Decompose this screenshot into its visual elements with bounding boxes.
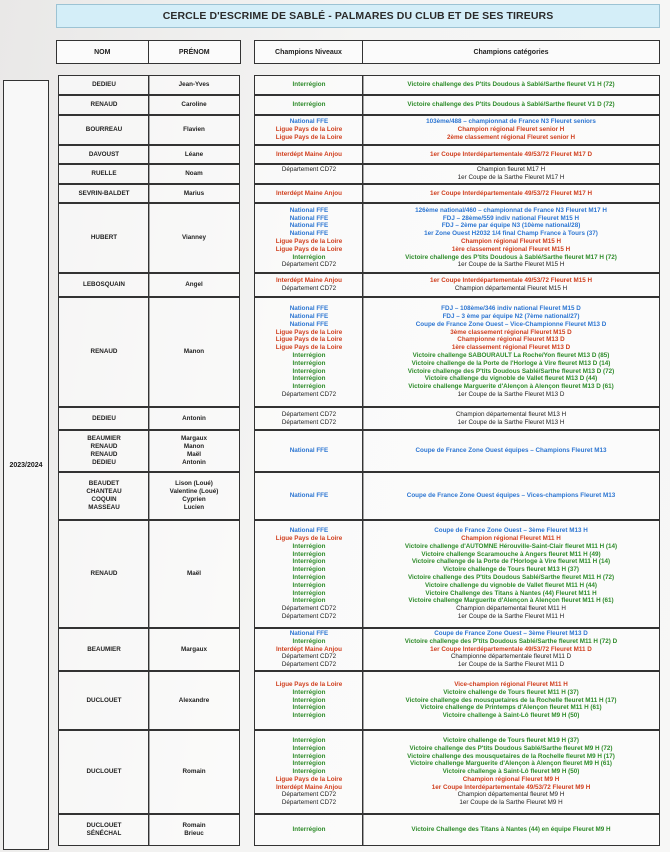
category-text: Champion régional Fleuret M15 H [460,238,562,245]
category-cell [362,814,660,846]
category-text: Champion départemental Fleuret M15 H [454,285,568,292]
nom-text: DUCLOUET [86,696,122,704]
nom-cell [58,115,150,145]
header-nom: NOM [57,41,149,63]
category-text: Victoire challenge du vignoble de Vallet fleuret M11 H (44) [424,581,598,589]
category-text: Victoire challenge de Tours fleuret M13 H (37) [443,566,579,574]
nom-text: MASSEAU [88,503,120,511]
nom-text: RENAUD [90,570,118,578]
nom-cell [58,628,150,671]
prenom-text: Romain [182,822,206,830]
category-text: Victoire challenge des mousquetaires de la Rochelle fleuret M9 H (17) [407,752,615,760]
category-text: Victoire challenge des P'tits Doudous Sablé/Sarthe fleuret M13 D (72) [407,367,615,375]
category-text: 1er Coupe Interdépartementale 49/53/72 Fleuret M15 H [429,277,593,285]
category-cell [362,95,660,115]
nom-text: DEDIEU [92,458,116,466]
category-cell [362,164,660,184]
table-row [0,164,670,184]
category-text: 1ère classement régional Fleuret M13 D [451,344,571,352]
level-text: National FFE [289,222,329,230]
level-text: National FFE [289,118,329,126]
level-text: Interdépt Maine Anjou [276,189,342,197]
category-text: FDJ – 28ème/559 indiv national Fleuret M15 H [442,214,580,222]
nom-text: HUBERT [90,234,118,242]
category-text: Victoire challenge Marguerite d'Alençon à Alençon fleuret M11 H (61) [408,597,614,605]
category-text: Victoire challenge de Printemps d'Alençon fleuret M11 H (61) [420,704,602,712]
nom-text: RENAUD [90,451,118,458]
table-row [0,407,670,430]
level-text: Interdépt Maine Anjou [276,277,342,285]
level-text: National FFE [289,320,329,328]
prenom-text: Maël [187,570,201,578]
level-text: Interrégion [292,383,326,391]
category-text: 1er Coupe de la Sarthe Fleuret M13 D [457,390,565,398]
level-text: Interrégion [292,550,326,558]
category-text: 1ère classement régional Fleuret M15 H [451,245,571,253]
prenom-cell [148,273,240,297]
prenom-text: Angel [185,281,203,289]
category-text: Victoire challenge de la Porte de l'Horloge à Vire fleuret M13 D (14) [411,359,611,367]
level-text: National FFE [289,447,329,455]
table-row [0,184,670,203]
level-text: Interrégion [292,542,326,550]
level-text: Département CD72 [281,418,337,426]
level-text: Ligue Pays de la Loire [275,238,343,245]
category-cell [362,273,660,297]
category-text: Victoire Challenge des Titans à Nantes (44) en équipe Fleuret M9 H [411,826,611,834]
level-text: Interrégion [292,704,326,712]
category-text: Victoire challenge de Tours fleuret M19 H (37) [443,736,579,744]
category-text: 1er Coupe de la Sarthe Fleuret M13 H [457,418,565,426]
category-cell [362,203,660,273]
category-cell [362,730,660,814]
table-row [0,297,670,407]
nom-cell [58,273,150,297]
level-text: Département CD72 [281,261,337,269]
level-text: Interdépt Maine Anjou [276,783,342,791]
table-row [0,520,670,628]
level-cell [254,407,364,430]
category-text: FDJ – 2ème par équipe N3 (10ème national/28) [441,222,581,230]
level-cell [254,115,364,145]
level-text: Département CD72 [281,612,337,620]
level-text: Département CD72 [281,410,337,418]
category-text: FDJ – 108ème/346 indiv national Fleuret M15 D [441,305,581,313]
level-text: Interrégion [292,696,326,704]
category-text: 3ème classement régional Fleuret M15 D [450,328,572,336]
nom-text: RENAUD [90,443,118,451]
nom-text: DEDIEU [92,81,116,89]
nom-text: RUELLE [91,170,117,178]
category-text: Victoire challenge des P'tits Doudous Sablé/Sarthe fleuret M9 H (72) [409,744,613,752]
level-cell [254,273,364,297]
category-text: 1er Coupe de la Sarthe Fleuret M9 H [459,799,563,807]
category-text: 1er Zone Ouest H2032 1/4 final Champ France à Tours (37) [424,230,598,238]
level-text: Département CD72 [281,390,337,398]
prenom-cell [148,95,240,115]
header-niveaux: Champions Niveaux [255,41,363,63]
level-text: National FFE [289,206,329,214]
nom-text: LEBOSQUAIN [83,281,125,289]
table-row [0,814,670,846]
category-text: Champion régional Fleuret M9 H [462,775,560,783]
category-text: Victoire challenge SABOURAULT La Roche/Yon fleuret M13 D (85) [412,352,610,359]
level-text: Interrégion [292,574,326,581]
level-text: National FFE [289,527,329,535]
category-text: 1er Coupe de la Sarthe Fleuret M11 D [457,661,565,669]
level-text: Interrégion [292,637,326,645]
level-cell [254,520,364,628]
category-text: 1er Coupe de la Sarthe Fleuret M11 H [457,612,565,620]
category-cell [362,184,660,203]
level-text: Interrégion [292,375,326,383]
category-text: Vice-champion régional Fleuret M11 H [454,681,568,688]
nom-text: CHANTEAU [86,488,122,496]
level-text: Interrégion [292,589,326,597]
category-text: Victoire challenge Marguerite d'Alençon à Alençon fleuret M13 D (61) [408,383,614,391]
level-cell [254,184,364,203]
nom-text: COQUIN [91,496,117,503]
category-text: Victoire challenge à Saint-Lô fleuret M9 H (50) [442,768,580,776]
category-text: 2ème classement régional Fleuret senior H [446,133,576,141]
nom-cell [58,203,150,273]
season-label: 2023/2024 [9,461,43,469]
level-text: Département CD72 [281,661,337,669]
table-row [0,472,670,520]
level-text: Interrégion [292,566,326,574]
level-cell [254,814,364,846]
prenom-cell [148,671,240,730]
nom-cell [58,75,150,95]
level-text: Département CD72 [281,791,337,799]
category-text: Champion départemental fleuret M13 H [455,410,567,418]
level-text: Interrégion [292,760,326,768]
level-cell [254,472,364,520]
prenom-cell [148,430,240,472]
header-categories: Champions catégories [473,48,549,56]
prenom-cell [148,164,240,184]
level-text: Interrégion [292,826,326,834]
prenom-text: Maël [187,451,201,458]
nom-text: DEDIEU [92,414,116,422]
level-text: Interrégion [292,581,326,589]
category-text: Champion fleuret M17 H [476,166,546,174]
table-row [0,115,670,145]
nom-cell [58,407,150,430]
header-results-group [254,40,660,64]
category-cell [362,520,660,628]
category-text: Coupe de France Zone Ouest équipes – Vices-champions Fleuret M13 [406,492,616,500]
prenom-cell [148,203,240,273]
level-text: Département CD72 [281,166,337,174]
level-text: National FFE [289,313,329,321]
nom-text: DUCLOUET [86,768,122,776]
level-text: Ligue Pays de la Loire [275,133,343,141]
category-text: Coupe de France Zone Ouest – 3ème Fleuret M13 D [434,630,588,637]
category-text: Victoire challenge du vignoble de Vallet fleuret M13 D (44) [424,375,598,383]
level-text: Département CD72 [281,653,337,661]
header-prenom: PRÉNOM [178,48,210,56]
table-row [0,430,670,472]
category-text: Victoire challenge à Saint-Lô fleuret M9 H (50) [442,712,580,720]
category-text: Coupe de France Zone Ouest – 3ème Fleuret M13 H [434,527,588,535]
level-cell [254,95,364,115]
nom-text: DAVOUST [88,150,120,158]
level-cell [254,75,364,95]
level-text: Interdépt Maine Anjou [276,150,342,158]
level-text [308,174,310,182]
category-text: Victoire challenge des P'tits Doudous à Sablé/Sarthe fleuret M17 H (72) [405,253,617,261]
level-text: Interdépt Maine Anjou [276,645,342,653]
level-text: Département CD72 [281,799,337,807]
level-cell [254,164,364,184]
prenom-text: Flavien [183,126,205,134]
category-text: Champion régional Fleuret senior H [457,126,565,134]
level-text: Interrégion [292,597,326,605]
category-text: Coupe de France Zone Ouest – Vice-Championne Fleuret M13 D [415,320,607,328]
category-text: Victoire challenge des P'tits Doudous à Sablé/Sarthe fleuret V1 D (72) [407,101,615,109]
level-text: Interrégion [292,367,326,375]
prenom-text: Jean-Yves [178,81,210,89]
category-text: Coupe de France Zone Ouest équipes – Champions Fleuret M13 [415,447,607,455]
category-text: Victoire challenge de Tours fleuret M11 H (37) [443,688,579,696]
prenom-cell [148,407,240,430]
level-text: Ligue Pays de la Loire [275,681,343,688]
level-text: Ligue Pays de la Loire [275,328,343,336]
prenom-cell [148,520,240,628]
prenom-text: Caroline [181,101,207,109]
level-text: Interrégion [292,81,326,89]
nom-cell [58,671,150,730]
nom-text: DUCLOUET [86,822,122,830]
level-cell [254,297,364,407]
table-row [0,95,670,115]
category-text: Victoire Challenge des Titans à Nantes (44) Fleuret M11 H [425,589,597,597]
level-cell [254,203,364,273]
prenom-text: Romain [182,768,206,776]
prenom-cell [148,184,240,203]
nom-text: RENAUD [90,348,118,356]
level-text: Interrégion [292,558,326,566]
prenom-cell [148,75,240,95]
prenom-cell [148,730,240,814]
category-cell [362,430,660,472]
prenom-text: Lucien [183,503,205,511]
category-text: Victoire challenge Scaramouche à Angers fleuret M11 H (49) [421,550,601,558]
prenom-text: Vianney [181,234,207,242]
category-cell [362,671,660,730]
category-text: Victoire challenge des mousquetaires de la Rochelle fleuret M11 H (17) [405,696,617,704]
prenom-text: Lison (Loué) [175,480,213,488]
category-text: Championne régional Fleuret M13 D [457,336,565,344]
category-text: 1er Coupe de la Sarthe Fleuret M17 H [457,174,565,181]
level-text: Interrégion [292,352,326,359]
category-text: 103ème/488 – championnat de France N3 Fleuret seniors [426,118,596,126]
prenom-cell [148,628,240,671]
level-cell [254,628,364,671]
level-text: Département CD72 [281,605,337,613]
level-text: Interrégion [292,101,326,109]
category-text: Victoire challenge Marguerite d'Alençon à Alençon fleuret M9 H (61) [410,760,612,768]
category-text: 1er Coupe Interdépartementale 49/53/72 Fleuret M11 D [430,645,592,653]
level-text: Ligue Pays de la Loire [275,126,343,134]
category-cell [362,407,660,430]
nom-cell [58,520,150,628]
table-row [0,203,670,273]
category-text: Victoire challenge d'AUTOMNE Hérouville-Saint-Clair fleuret M11 H (14) [404,542,618,550]
nom-text: BOURREAU [85,126,123,134]
prenom-cell [148,814,240,846]
prenom-cell [148,472,240,520]
prenom-text: Manon [183,348,205,356]
prenom-text: Antonin [182,458,206,466]
level-text: National FFE [289,630,329,637]
category-text: FDJ – 3 ème par équipe N2 (7ème national/27) [442,313,580,321]
nom-cell [58,164,150,184]
category-text: 1er Coupe Interdépartementale 49/53/72 Fleuret M9 H [431,783,591,791]
level-text: Interrégion [292,752,326,760]
level-text: Interrégion [292,712,326,720]
level-cell [254,430,364,472]
level-text: National FFE [289,230,329,238]
prenom-text: Brieuc [184,830,204,837]
category-cell [362,628,660,671]
prenom-text: Antonin [182,414,206,422]
category-text: 126ème national/460 – championnat de France N3 Fleuret M17 H [415,206,607,214]
level-text: Département CD72 [281,285,337,292]
prenom-text: Noam [185,170,203,178]
level-text: Ligue Pays de la Loire [275,336,343,344]
level-text: National FFE [289,305,329,313]
nom-text: SEVRIN-BALDET [78,189,130,197]
category-cell [362,75,660,95]
prenom-cell [148,145,240,164]
nom-cell [58,730,150,814]
level-text: Interrégion [292,359,326,367]
page-title: CERCLE D'ESCRIME DE SABLÉ - PALMARES DU CLUB ET DE SES TIREURS [56,4,660,28]
prenom-text: Marius [183,189,205,197]
nom-cell [58,430,150,472]
nom-cell [58,297,150,407]
level-text: National FFE [289,214,329,222]
prenom-text: Léane [184,150,204,158]
table-row [0,75,670,95]
level-text: Interrégion [292,253,326,261]
nom-cell [58,814,150,846]
prenom-cell [148,297,240,407]
table-row [0,628,670,671]
level-cell [254,145,364,164]
level-text: Ligue Pays de la Loire [275,775,343,783]
category-text: 1er Coupe Interdépartementale 49/53/72 Fleuret M17 D [429,150,593,158]
category-text: Victoire challenge des P'tits Doudous Sablé/Sarthe fleuret M11 H (72) [407,574,615,581]
nom-text: BEAUMIER [87,435,121,443]
category-text: Champion départemental fleuret M9 H [457,791,565,799]
level-text: Interrégion [292,736,326,744]
category-cell [362,145,660,164]
prenom-text: Alexandre [178,696,210,704]
level-text: Ligue Pays de la Loire [275,344,343,352]
level-cell [254,671,364,730]
prenom-text: Margaux [181,645,207,653]
nom-text: SÉNÉCHAL [86,830,122,837]
category-text: Victoire challenge de la Porte de l'Horloge à Vire fleuret M11 H (14) [411,558,611,566]
level-text: Ligue Pays de la Loire [275,535,343,543]
table-row [0,145,670,164]
prenom-text: Manon [183,443,205,451]
nom-cell [58,145,150,164]
category-text: Victoire challenge des P'tits Doudous à Sablé/Sarthe fleuret V1 H (72) [407,81,615,89]
level-text: National FFE [289,492,329,500]
level-text: Interrégion [292,688,326,696]
table-row [0,273,670,297]
prenom-text: Cyprien [182,496,206,503]
nom-cell [58,184,150,203]
prenom-text: Valentine (Loué) [169,488,219,496]
level-cell [254,730,364,814]
category-text: 1er Coupe Interdépartementale 49/53/72 Fleuret M17 H [429,189,593,197]
category-text: Champion régional Fleuret M11 H [461,535,561,543]
nom-text: BEAUDET [88,480,120,488]
category-cell [362,472,660,520]
nom-text: RENAUD [90,101,118,109]
header-name-group [56,40,241,64]
category-text: 1er Coupe de la Sarthe Fleuret M15 H [457,261,565,269]
nom-cell [58,472,150,520]
category-text: Championne départementale fleuret M11 D [450,653,572,661]
nom-cell [58,95,150,115]
category-cell [362,115,660,145]
level-text: Interrégion [292,744,326,752]
nom-text: BEAUMIER [87,645,121,653]
level-text: Ligue Pays de la Loire [275,245,343,253]
table-row [0,671,670,730]
prenom-cell [148,115,240,145]
category-text: Victoire challenge des P'tits Doudous Sablé/Sarthe fleuret M11 H (72) D [404,637,618,645]
table-row [0,730,670,814]
level-text: Interrégion [292,768,326,776]
category-cell [362,297,660,407]
category-text: Champion départemental fleuret M11 H [456,605,566,613]
prenom-text: Margaux [181,435,207,443]
